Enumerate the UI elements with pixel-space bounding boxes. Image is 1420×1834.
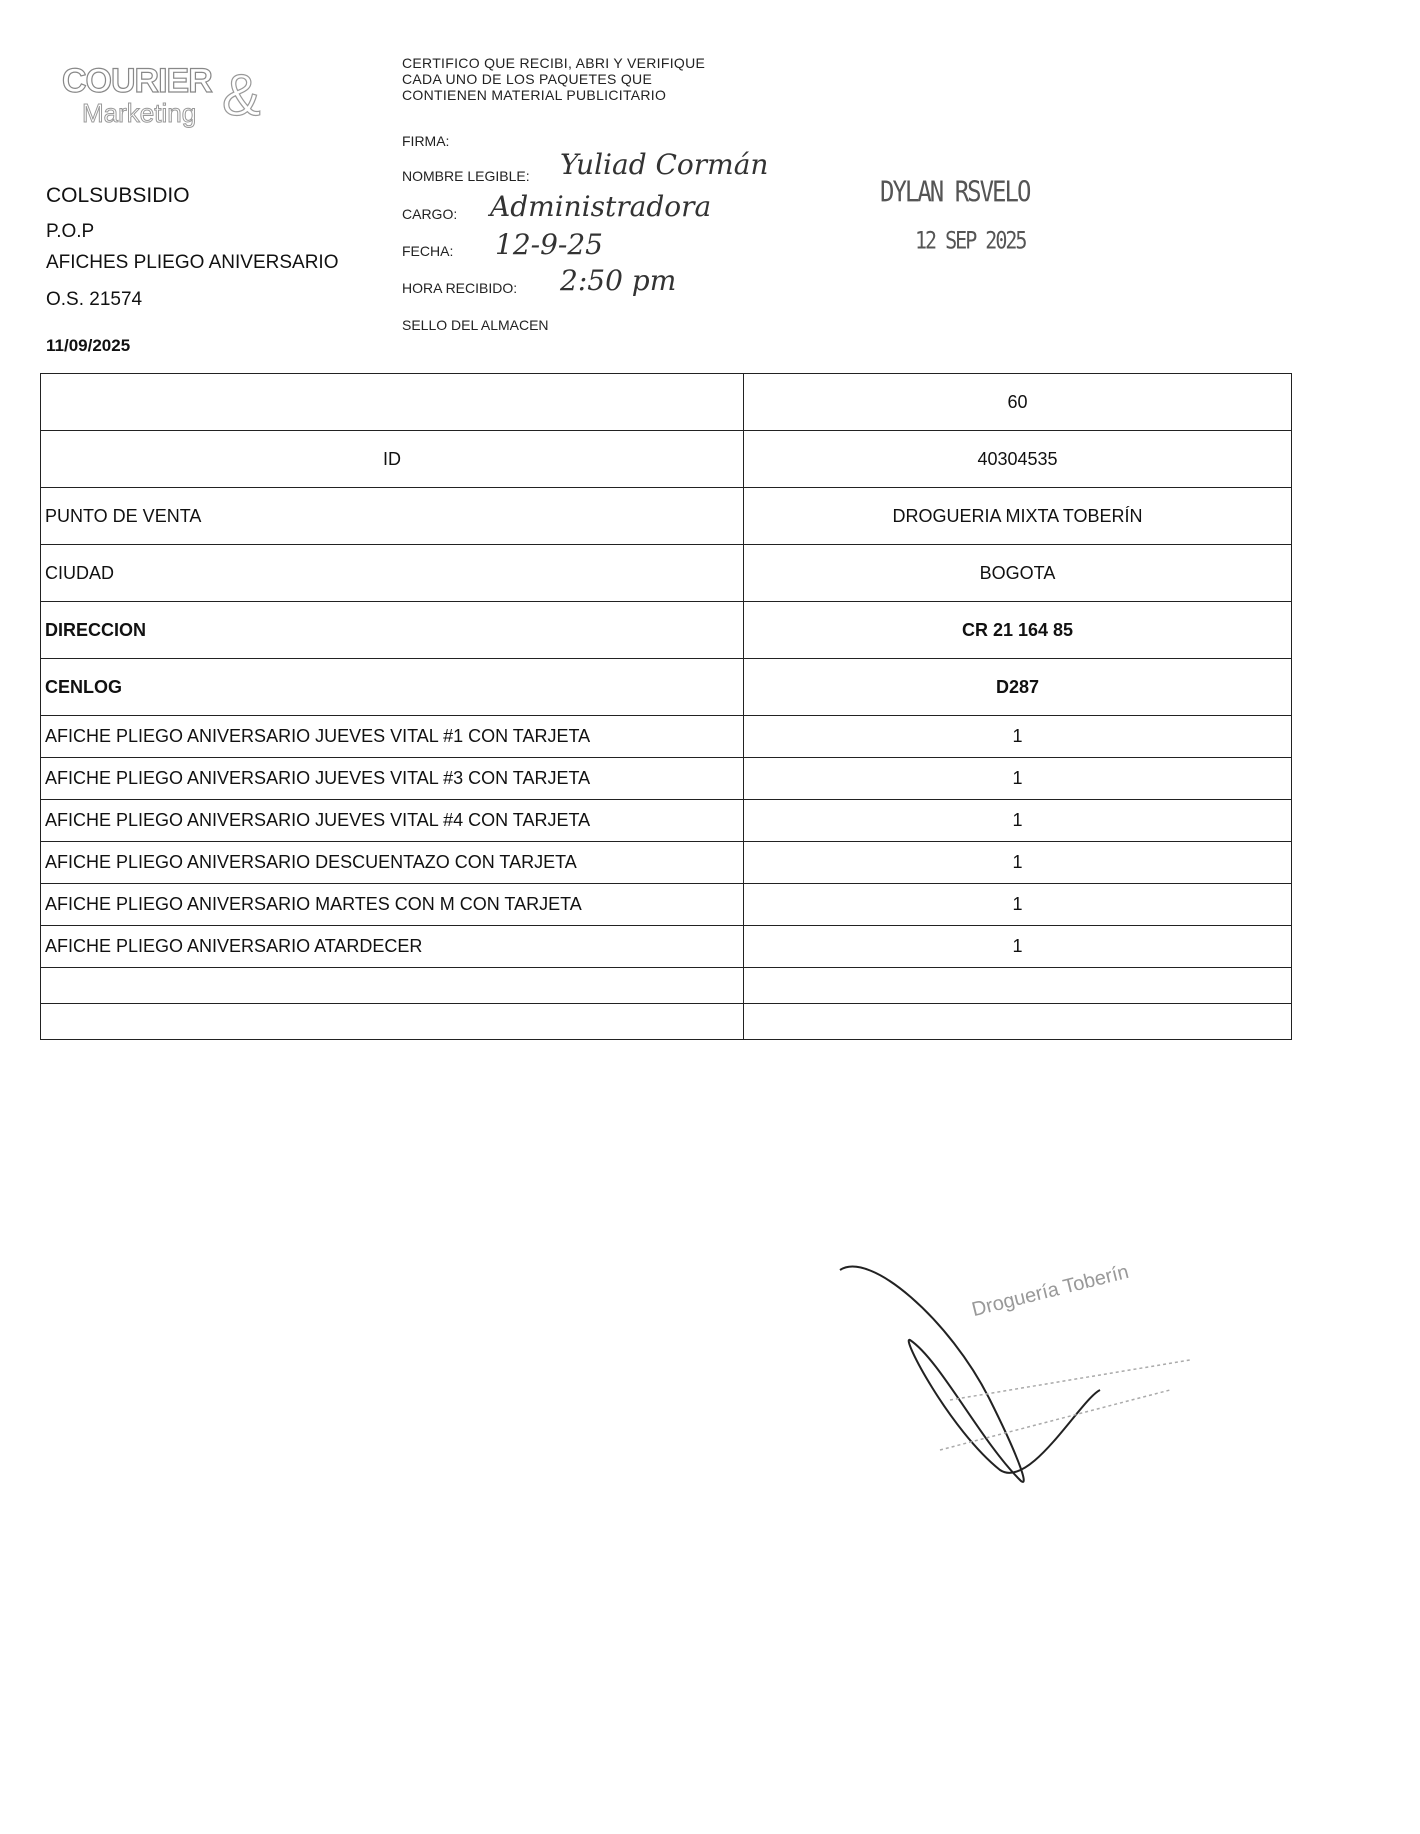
row-label bbox=[41, 1004, 744, 1040]
signature-icon bbox=[830, 1240, 1230, 1500]
signature-and-store-stamp bbox=[830, 1240, 1230, 1500]
row-label: DIRECCION bbox=[41, 602, 744, 659]
row-value bbox=[744, 968, 1292, 1004]
store-stamp-text: Droguería Toberín bbox=[969, 1260, 1131, 1322]
row-label: AFICHE PLIEGO ANIVERSARIO JUEVES VITAL #3 CON TARJETA bbox=[41, 758, 744, 800]
table-row bbox=[41, 545, 1292, 602]
row-value: 1 bbox=[744, 884, 1292, 926]
certification-line-3: CONTIENEN MATERIAL PUBLICITARIO bbox=[402, 87, 667, 103]
table-row bbox=[41, 431, 1292, 488]
fecha-handwritten: 12-9-25 bbox=[495, 228, 603, 261]
nombre-label: NOMBRE LEGIBLE: bbox=[402, 168, 530, 184]
row-value: D287 bbox=[744, 659, 1292, 716]
row-label: AFICHE PLIEGO ANIVERSARIO JUEVES VITAL #4 CON TARJETA bbox=[41, 800, 744, 842]
row-label: CIUDAD bbox=[41, 545, 744, 602]
row-value: 40304535 bbox=[744, 431, 1292, 488]
courier-marketing-logo bbox=[52, 62, 272, 142]
stamp-date: 12 SEP 2025 bbox=[915, 225, 1026, 255]
campaign-name: AFICHES PLIEGO ANIVERSARIO bbox=[46, 252, 339, 273]
cargo-label: CARGO: bbox=[402, 206, 458, 222]
hora-handwritten: 2:50 pm bbox=[560, 264, 677, 297]
table-row bbox=[41, 926, 1292, 968]
cargo-handwritten: Administradora bbox=[490, 190, 712, 223]
document-date: 11/09/2025 bbox=[46, 336, 131, 355]
table-row bbox=[41, 968, 1292, 1004]
table-row bbox=[41, 758, 1292, 800]
row-value: 1 bbox=[744, 758, 1292, 800]
row-value: CR 21 164 85 bbox=[744, 602, 1292, 659]
row-label: CENLOG bbox=[41, 659, 744, 716]
row-value bbox=[744, 1004, 1292, 1040]
certification-line-2: CADA UNO DE LOS PAQUETES QUE bbox=[402, 71, 653, 87]
row-value: 1 bbox=[744, 842, 1292, 884]
row-label: ID bbox=[41, 431, 744, 488]
firma-label: FIRMA: bbox=[402, 133, 450, 149]
sello-label: SELLO DEL ALMACEN bbox=[402, 317, 549, 333]
table-row bbox=[41, 659, 1292, 716]
delivery-table bbox=[40, 373, 1292, 1040]
fecha-label: FECHA: bbox=[402, 243, 454, 259]
client-name: COLSUBSIDIO bbox=[46, 184, 190, 207]
logo-text: COURIER bbox=[62, 62, 212, 100]
row-value: BOGOTA bbox=[744, 545, 1292, 602]
table-row bbox=[41, 716, 1292, 758]
table-row bbox=[41, 884, 1292, 926]
row-label: AFICHE PLIEGO ANIVERSARIO ATARDECER bbox=[41, 926, 744, 968]
order-number: O.S. 21574 bbox=[46, 289, 143, 310]
logo-ampersand-icon: & bbox=[222, 63, 261, 128]
table-row bbox=[41, 374, 1292, 431]
logo-subtext: Marketing bbox=[82, 98, 197, 128]
row-value: DROGUERIA MIXTA TOBERÍN bbox=[744, 488, 1292, 545]
row-label: AFICHE PLIEGO ANIVERSARIO MARTES CON M CON TARJETA bbox=[41, 884, 744, 926]
nombre-handwritten: Yuliad Cormán bbox=[560, 148, 769, 181]
table-row bbox=[41, 488, 1292, 545]
row-value: 60 bbox=[744, 374, 1292, 431]
row-label: AFICHE PLIEGO ANIVERSARIO DESCUENTAZO CON TARJETA bbox=[41, 842, 744, 884]
row-value: 1 bbox=[744, 716, 1292, 758]
pop-label: P.O.P bbox=[46, 221, 95, 242]
table-row bbox=[41, 602, 1292, 659]
table-row bbox=[41, 842, 1292, 884]
row-label bbox=[41, 374, 744, 431]
certification-line-1: CERTIFICO QUE RECIBI, ABRI Y VERIFIQUE bbox=[402, 55, 706, 71]
row-value: 1 bbox=[744, 800, 1292, 842]
stamp-name: DYLAN RSVELO bbox=[880, 175, 1030, 209]
row-value: 1 bbox=[744, 926, 1292, 968]
row-label: PUNTO DE VENTA bbox=[41, 488, 744, 545]
hora-label: HORA RECIBIDO: bbox=[402, 280, 518, 296]
row-label bbox=[41, 968, 744, 1004]
table-row bbox=[41, 800, 1292, 842]
row-label: AFICHE PLIEGO ANIVERSARIO JUEVES VITAL #1 CON TARJETA bbox=[41, 716, 744, 758]
table-row bbox=[41, 1004, 1292, 1040]
